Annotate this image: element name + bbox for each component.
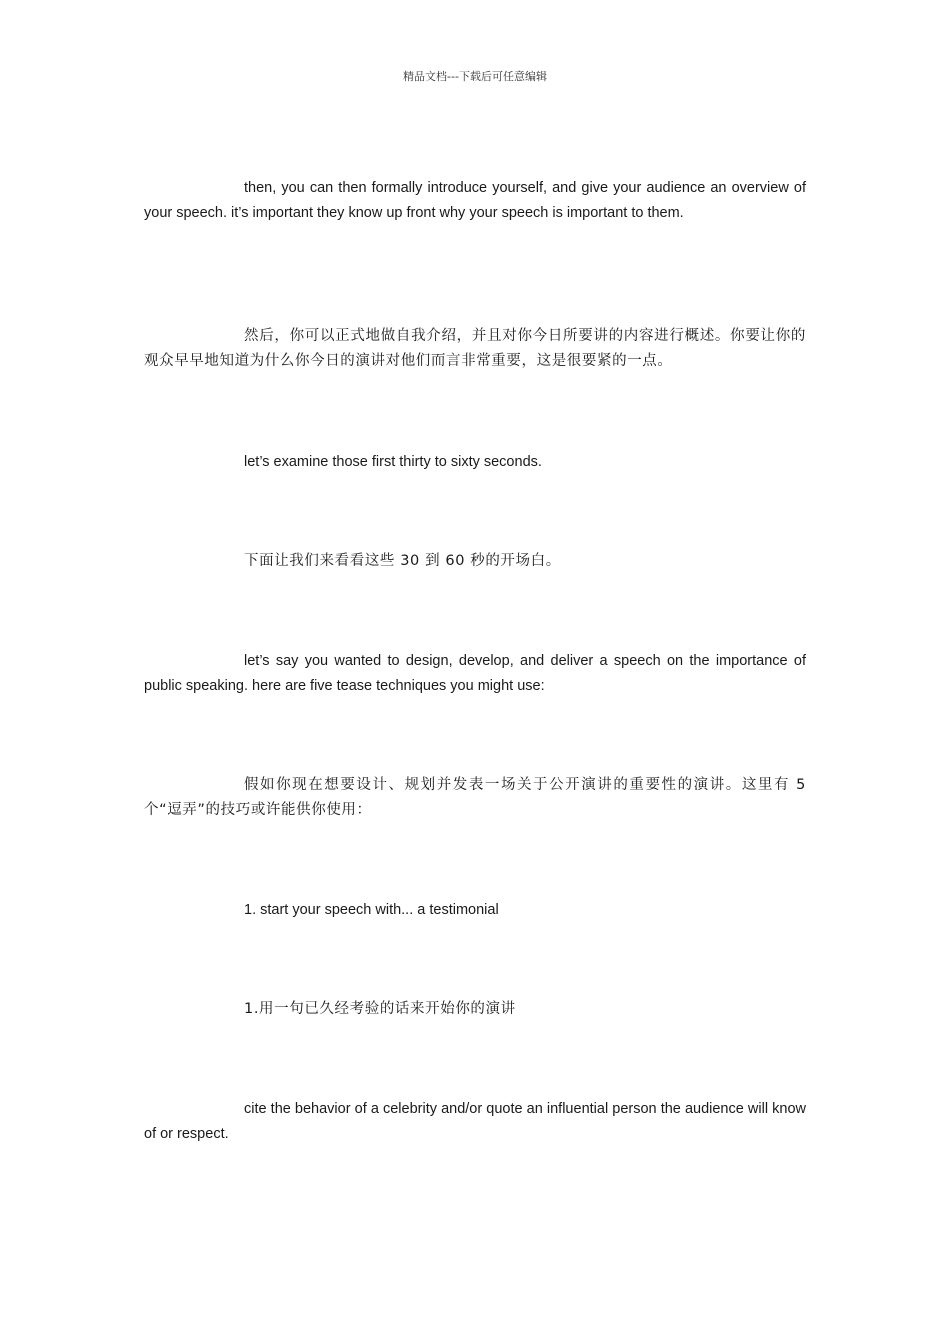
list-item-1-en: 1. start your speech with... a testimonial <box>244 902 499 918</box>
paragraph-cite-en: cite the behavior of a celebrity and/or quote an influential person the audience will know of or respect. <box>144 1101 806 1142</box>
paragraph-intro-zh: 然后，你可以正式地做自我介绍，并且对你今日所要讲的内容进行概述。你要让你的观众早早地知道为什么你今日的演讲对他们而言非常重要，这是很要紧的一点。 <box>144 328 806 369</box>
paragraph-examine-en: let’s examine those first thirty to sixty seconds. <box>244 454 542 470</box>
page-header: 精品文档---下载后可任意编辑 <box>403 70 547 83</box>
paragraph-design-en: let’s say you wanted to design, develop, and deliver a speech on the importance of public speaking. here are five tease techniques you might use: <box>144 653 806 694</box>
paragraph-design-zh: 假如你现在想要设计、规划并发表一场关于公开演讲的重要性的演讲。这里有 5 个“逗弄”的技巧或许能供你使用： <box>144 777 806 818</box>
paragraph-examine-zh: 下面让我们来看看这些 30 到 60 秒的开场白。 <box>244 553 561 569</box>
paragraph-intro-en: then, you can then formally introduce yourself, and give your audience an overview of your speech. it’s important they know up front why your speech is important to them. <box>144 180 806 221</box>
list-item-1-zh: 1.用一句已久经考验的话来开始你的演讲 <box>244 1001 516 1017</box>
